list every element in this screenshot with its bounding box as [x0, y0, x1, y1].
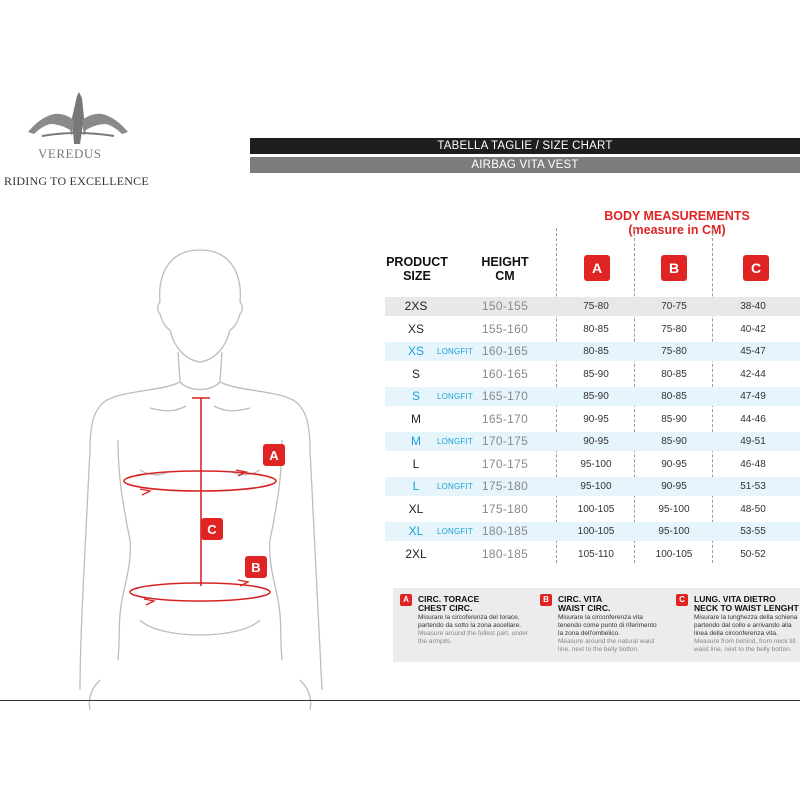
- legend-desc-it: Misurare la circonferenza vita: [558, 614, 643, 621]
- cell-height: 165-170: [481, 389, 529, 403]
- body-figure: [0, 240, 380, 710]
- cell-fit: LONGFIT: [436, 482, 474, 491]
- cell-a: 95-100: [580, 459, 612, 470]
- cell-b: 85-90: [661, 414, 687, 425]
- cell-fit: LONGFIT: [436, 527, 474, 536]
- cell-height: 150-155: [481, 299, 529, 313]
- cell-c: 42-44: [740, 369, 766, 380]
- brand-logo: [0, 90, 160, 190]
- cell-a: 80-85: [583, 346, 609, 357]
- column-a-badge: A: [584, 255, 610, 281]
- legend-title-it: LUNG. VITA DIETRO: [694, 594, 776, 604]
- cell-height: 170-175: [481, 457, 529, 471]
- column-c-badge: C: [743, 255, 769, 281]
- cell-b: 100-105: [655, 549, 693, 560]
- legend-badge: B: [540, 594, 552, 606]
- cell-a: 85-90: [583, 391, 609, 402]
- product-name: AIRBAG VITA VEST: [250, 157, 800, 173]
- cell-fit: LONGFIT: [436, 437, 474, 446]
- cell-a: 100-105: [577, 526, 615, 537]
- cell-height: 160-165: [481, 367, 529, 381]
- cell-b: 90-95: [661, 459, 687, 470]
- figure-label-c: [201, 518, 223, 540]
- table-row: [385, 455, 800, 474]
- cell-height: 180-185: [481, 524, 529, 538]
- cell-a: 100-105: [577, 504, 615, 515]
- legend-desc-en: waist line, next to the belly botton.: [694, 646, 792, 653]
- cell-a: 85-90: [583, 369, 609, 380]
- cell-b: 80-85: [661, 391, 687, 402]
- divider: [0, 700, 800, 701]
- brand-tagline: RIDING TO EXCELLENCE: [4, 174, 149, 188]
- cell-b: 95-100: [658, 504, 690, 515]
- table-row: [385, 387, 800, 406]
- legend-title-en: NECK TO WAIST LENGHT: [694, 603, 799, 613]
- cell-c: 38-40: [740, 301, 766, 312]
- cell-height: 155-160: [481, 322, 529, 336]
- cell-c: 46-48: [740, 459, 766, 470]
- product-size-header: PRODUCT SIZE: [386, 255, 448, 283]
- svg-text:A: A: [269, 448, 279, 463]
- cell-size: XS: [407, 344, 424, 358]
- cell-size: S: [411, 367, 420, 381]
- legend-desc-en: the armpits.: [418, 638, 452, 645]
- figure-label-a: [263, 444, 285, 466]
- cell-a: 105-110: [578, 549, 614, 560]
- cell-size: L: [412, 479, 420, 493]
- legend-title-en: WAIST CIRC.: [558, 603, 611, 613]
- cell-c: 51-53: [740, 481, 766, 492]
- cell-size: XL: [408, 524, 424, 538]
- legend-desc-it: tenendo come punto di riferimento: [558, 622, 657, 629]
- legend-desc-it: partendo da sotto la zona ascellare.: [418, 622, 521, 629]
- svg-text:C: C: [207, 522, 217, 537]
- cell-a: 90-95: [583, 436, 609, 447]
- column-b-badge: B: [661, 255, 687, 281]
- cell-a: 80-85: [583, 324, 609, 335]
- legend-desc-en: Measure around the fullest part, under: [418, 630, 529, 637]
- size-chart-title: TABELLA TAGLIE / SIZE CHART: [250, 138, 800, 154]
- table-row: [385, 320, 800, 339]
- legend-title-it: CIRC. VITA: [558, 594, 603, 604]
- cell-a: 95-100: [580, 481, 612, 492]
- cell-size: 2XL: [405, 547, 427, 561]
- table-row: [385, 365, 800, 384]
- cell-size: M: [411, 434, 421, 448]
- legend-desc-it: la zona dell'ombelico.: [558, 630, 620, 637]
- cell-a: 90-95: [583, 414, 609, 425]
- cell-size: XS: [407, 322, 424, 336]
- table-row: [385, 342, 800, 361]
- table-row: [385, 522, 800, 541]
- table-row: [385, 432, 800, 451]
- cell-size: 2XS: [404, 299, 428, 313]
- legend-title-en: CHEST CIRC.: [418, 603, 473, 613]
- cell-b: 75-80: [661, 346, 687, 357]
- legend-desc-it: Misurare la lunghezza della schiena: [694, 614, 798, 621]
- table-row: [385, 297, 800, 316]
- cell-height: 175-180: [481, 479, 529, 493]
- cell-b: 75-80: [661, 324, 687, 335]
- cell-c: 47-49: [740, 391, 766, 402]
- height-header: HEIGHT CM: [481, 255, 529, 283]
- cell-b: 70-75: [661, 301, 687, 312]
- cell-c: 50-52: [740, 549, 766, 560]
- legend-desc-en: Measure from behind, from neck till: [694, 638, 796, 645]
- cell-size: S: [411, 389, 420, 403]
- cell-height: 160-165: [481, 344, 529, 358]
- cell-c: 45-47: [740, 346, 766, 357]
- figure-label-b: [245, 556, 267, 578]
- legend-badge: C: [676, 594, 688, 606]
- legend-title-it: CIRC. TORACE: [418, 594, 480, 604]
- measurement-legend: [393, 588, 800, 662]
- cell-fit: LONGFIT: [436, 347, 474, 356]
- legend-badge: A: [400, 594, 412, 606]
- legend-desc-it: linea della circonferenza vita.: [694, 630, 778, 637]
- legend-desc-it: partendo dal collo e arrivando alla: [694, 622, 792, 629]
- table-row: [385, 477, 800, 496]
- cell-fit: LONGFIT: [436, 392, 474, 401]
- cell-height: 180-185: [481, 547, 529, 561]
- table-row: [385, 545, 800, 564]
- cell-b: 80-85: [661, 369, 687, 380]
- cell-c: 53-55: [740, 526, 766, 537]
- cell-height: 170-175: [481, 434, 529, 448]
- brand-name: VEREDUS: [38, 146, 102, 161]
- legend-desc-en: line, next to the belly botton.: [558, 646, 639, 653]
- table-row: [385, 500, 800, 519]
- cell-size: L: [412, 457, 420, 471]
- cell-size: M: [411, 412, 421, 426]
- cell-height: 175-180: [481, 502, 529, 516]
- cell-c: 44-46: [740, 414, 766, 425]
- cell-c: 49-51: [740, 436, 766, 447]
- cell-b: 95-100: [658, 526, 690, 537]
- cell-size: XL: [408, 502, 424, 516]
- legend-desc-it: Misurare la circoferenza del torace,: [418, 614, 520, 621]
- cell-height: 165-170: [481, 412, 529, 426]
- legend-desc-en: Measure around the natural waist: [558, 638, 655, 645]
- body-measurements-title: BODY MEASUREMENTS (measure in CM): [604, 209, 750, 237]
- horses-logo-icon: [22, 90, 132, 150]
- table-row: [385, 410, 800, 429]
- cell-c: 48-50: [740, 504, 766, 515]
- cell-b: 85-90: [661, 436, 687, 447]
- cell-a: 75-80: [583, 301, 609, 312]
- cell-b: 90-95: [661, 481, 687, 492]
- cell-c: 40-42: [740, 324, 766, 335]
- svg-text:B: B: [251, 560, 261, 575]
